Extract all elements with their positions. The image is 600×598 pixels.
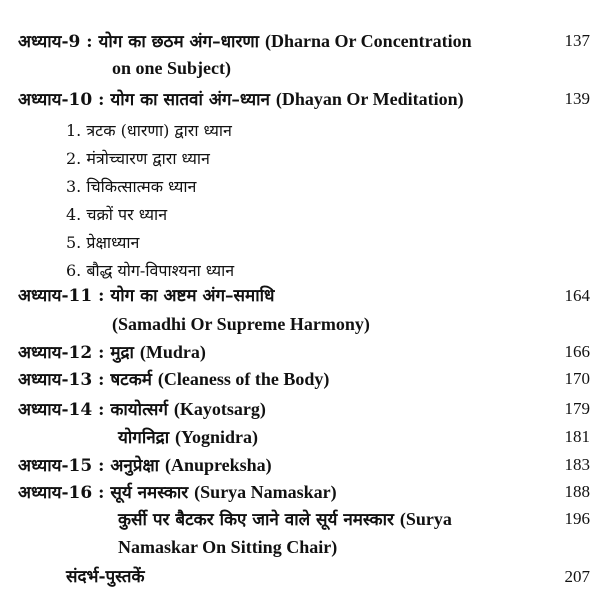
chapter-label: अध्याय-15 : (18, 456, 105, 476)
page-number: 207 (564, 567, 590, 586)
toc-entry-ch13 (18, 368, 329, 391)
chapter-english: (Samadhi Or Supreme Harmony) (112, 314, 370, 334)
toc-entry-yognidra (118, 426, 258, 449)
sub-item: 3. चिकित्सात्मक ध्यान (66, 177, 197, 196)
chapter-title: योग का छठम अंग–धारणा (98, 32, 260, 52)
chapter-label: अध्याय-12 : (18, 343, 105, 363)
toc-entry-ch12 (18, 341, 206, 364)
chapter-english: (Yognidra) (175, 427, 259, 447)
chapter-label: अध्याय-16 : (18, 483, 105, 503)
page-number: 137 (564, 31, 590, 50)
sub-item: 5. प्रेक्षाध्यान (66, 233, 140, 252)
sub-item: 6. बौद्ध योग-विपाश्यना ध्यान (66, 261, 235, 280)
sub-item: 4. चक्रों पर ध्यान (66, 205, 168, 224)
page-number: 196 (564, 509, 590, 528)
toc-entry-references (66, 566, 145, 588)
toc-entry-ch10 (18, 88, 464, 111)
chapter-label: अध्याय-11 : (18, 286, 105, 306)
chapter-title: षटकर्म (110, 370, 152, 390)
chapter-title: मुद्रा (110, 343, 134, 363)
page-number: 181 (564, 427, 590, 446)
page-number: 188 (564, 482, 590, 501)
toc-entry-chair (118, 508, 452, 531)
chapter-english-cont: Namaskar On Sitting Chair) (118, 537, 338, 557)
chapter-english-cont: on one Subject) (112, 58, 232, 78)
page-number: 183 (564, 455, 590, 474)
chapter-english: (Cleaness of the Body) (157, 369, 330, 389)
chapter-title: योग का सातवां अंग–ध्यान (110, 90, 270, 110)
page-number: 139 (564, 89, 590, 108)
page-number: 170 (564, 369, 590, 388)
chapter-title: सूर्य नमस्कार (110, 483, 189, 503)
page-number: 164 (564, 286, 590, 305)
chapter-label: अध्याय-10 : (18, 90, 105, 110)
chapter-title: योग का अष्टम अंग–समाधि (110, 286, 275, 306)
chapter-english: (Surya (399, 509, 452, 529)
sub-item: 2. मंत्रोच्चारण द्वारा ध्यान (66, 149, 210, 168)
chapter-english: (Dharna Or Concentration (265, 31, 472, 51)
sub-item: 1. त्रटक (धारणा) द्वारा ध्यान (66, 121, 232, 140)
toc-entry-ch14 (18, 398, 266, 421)
chapter-title: कुर्सी पर बैटकर किए जाने वाले सूर्य नमस्कार (118, 510, 394, 530)
chapter-title: अनुप्रेक्षा (110, 456, 160, 476)
chapter-title: योगनिद्रा (118, 428, 170, 448)
chapter-english: (Anupreksha) (164, 455, 272, 475)
chapter-label: अध्याय-9 : (18, 32, 93, 52)
chapter-label: अध्याय-13 : (18, 370, 105, 390)
toc-entry-ch15 (18, 454, 272, 477)
page-number: 166 (564, 342, 590, 361)
chapter-english: (Mudra) (139, 342, 206, 362)
chapter-title: कायोत्सर्ग (110, 400, 168, 420)
toc-entry-ch11 (18, 285, 274, 307)
chapter-english: (Surya Namaskar) (194, 482, 337, 502)
toc-entry-ch9 (18, 30, 472, 53)
chapter-label: अध्याय-14 : (18, 400, 105, 420)
page-number: 179 (564, 399, 590, 418)
toc-entry-ch16 (18, 481, 337, 504)
chapter-title: संदर्भ-पुस्तकें (66, 567, 145, 587)
chapter-english: (Dhayan Or Meditation) (275, 89, 464, 109)
chapter-english: (Kayotsarg) (173, 399, 266, 419)
